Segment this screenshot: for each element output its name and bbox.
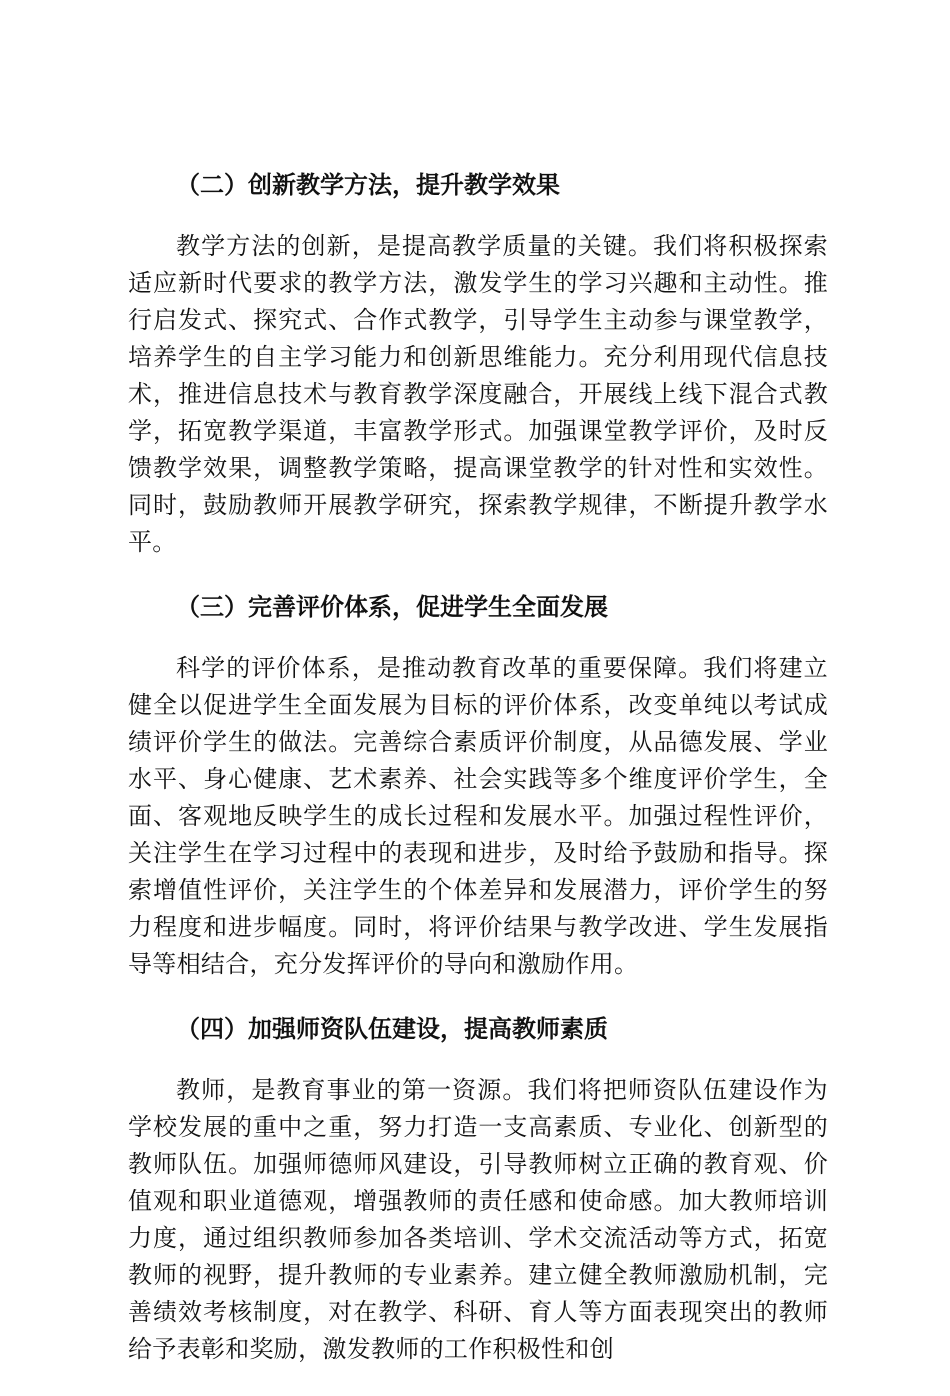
- section-heading-2: （二）创新教学方法，提升教学效果: [176, 171, 560, 199]
- section-paragraph-3: 科学的评价体系，是推动教育改革的重要保障。我们将建立健全以促进学生全面发展为目标的评价体系，改变单纯以考试成绩评价学生的做法。完善综合素质评价制度，从品德发展、学业水平、身心健康、艺术素养、社会实践等多个维度评价学生，全面、客观地反映学生的成长过程和发展水平。加强过程性评价，关注学生在学习过程中的表现和进步，及时给予鼓励和指导。探索增值性评价，关注学生的个体差异和发展潜力，评价学生的努力程度和进步幅度。同时，将评价结果与教学改进、学生发展指导等相结合，充分发挥评价的导向和激励作用。: [128, 654, 828, 978]
- section-paragraph-4: 教师，是教育事业的第一资源。我们将把师资队伍建设作为学校发展的重中之重，努力打造一支高素质、专业化、创新型的教师队伍。加强师德师风建设，引导教师树立正确的教育观、价值观和职业道德观，增强教师的责任感和使命感。加大教师培训力度，通过组织教师参加各类培训、学术交流活动等方式，拓宽教师的视野，提升教师的专业素养。建立健全教师激励机制，完善绩效考核制度，对在教学、科研、育人等方面表现突出的教师给予表彰和奖励，激发教师的工作积极性和创: [128, 1076, 828, 1363]
- section-heading-4: （四）加强师资队伍建设，提高教师素质: [176, 1015, 608, 1043]
- document-body: [128, 167, 828, 1396]
- section-paragraph-2: 教学方法的创新，是提高教学质量的关键。我们将积极探索适应新时代要求的教学方法，激发学生的学习兴趣和主动性。推行启发式、探究式、合作式教学，引导学生主动参与课堂教学，培养学生的自主学习能力和创新思维能力。充分利用现代信息技术，推进信息技术与教育教学深度融合，开展线上线下混合式教学，拓宽教学渠道，丰富教学形式。加强课堂教学评价，及时反馈教学效果，调整教学策略，提高课堂教学的针对性和实效性。同时，鼓励教师开展教学研究，探索教学规律，不断提升教学水平。: [128, 232, 828, 556]
- section-heading-3: （三）完善评价体系，促进学生全面发展: [176, 593, 608, 621]
